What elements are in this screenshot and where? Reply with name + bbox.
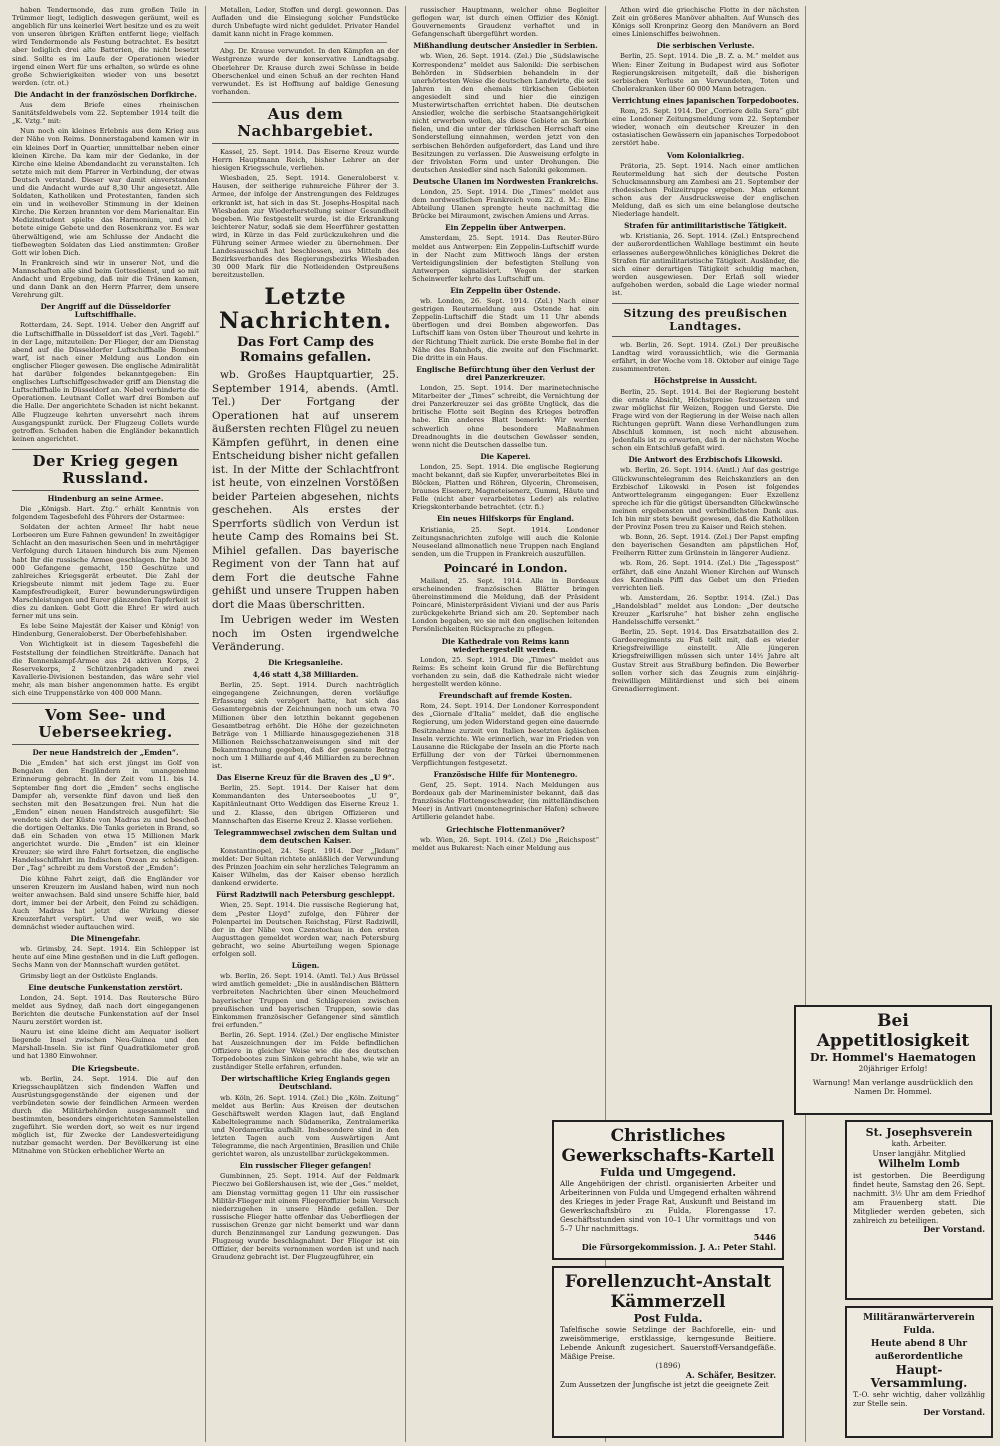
ad-line: Haupt-Versammlung. [870, 1363, 968, 1390]
article-text: Kristiania, 25. Sept. 1914. Londoner Zeitungsnachrichten zufolge will auch die Kolonie Neuseeland allmonatlich neue Truppen nach England senden, um die Truppen in Frankreich auszufüllen. [412, 525, 599, 558]
article-text: wb. Rom, 26. Sept. 1914. (Zel.) Die „Tagesspost“ erfährt, daß eine Anzahl Wiener Kirchen auf Wunsch des Kardinals Piffl das Gebet um den Frieden verrichten ließ. [612, 559, 799, 592]
article-text: Berlin, 25. Sept. 1914. Der Kaiser hat dem Kommandanten des Unterseebootes „U 9“, Kapitänleutnant Otto Weddigen das Eiserne Kreuz 1. und 2. Klasse, den übrigen Offizieren und Mannschaften das Eiserne Kreuz 2. Klasse verliehen. [212, 784, 399, 825]
article-text: Die „Emden“ hat sich erst jüngst im Golf von Bengalen den Engländern in unangenehme Erinnerung gebracht. In der Zeit vom 11. bis 14. September fing dort die „Emden“ sechs englische Dampfer ab, versenkte fünf davon und ließ den sechsten mit den Besatzungen frei. Nun hat die „Emden“ einen neuen Handstreich ausgeführt: Sie wendete sich der Küste von Madras zu und beschoß die dortigen Oeltanks. Die Tanks gerieten in Brand, so daß ein Schaden von etwa 15 Millionen Mark angerichtet wurde. Die „Emden“ ist ein kleiner Kreuzer; sie wird ihre Fahrt fortsetzen, die englische Handelsschiffahrt im Indischen Ozean zu schädigen. Der „Tag“ schreibt zu dem Vorstoß der „Emden“: [12, 759, 199, 873]
ad-text: T.-O. sehr wichtig, daher vollzählig zur Stelle sein. [853, 1390, 985, 1408]
article-text: London, 25. Sept. 1914. Die „Times“ meldet aus dem nordwestlichen Frankreich vom 22. d. M.: Eine Abteilung Ulanen sprengte heute nachmittag die Brücke bei Miraumont, zwischen Amiens und Arras. [412, 187, 599, 221]
ad-subtitle: kath. Arbeiter. [891, 1139, 947, 1148]
column-3-text [412, 6, 599, 1116]
article-text: wb. Bonn, 26. Sept. 1914. (Zel.) Der Papst empfing den bayerischen Gesandten am päpstlichen Hof, Freiherrn Ritter zum Grünstein in längerer Audienz. [612, 533, 799, 558]
article-text: wb. Berlin, 26. Sept. 1914. (Zel.) Der preußische Landtag wird voraussichtlich, wie die Germania erfährt, in der Woche vom 18. Oktober auf einige Tage zusammentreten. [612, 341, 799, 374]
ad-militaeranwaerterverein [845, 1306, 993, 1438]
article-subheading: 4,46 statt 4,38 Milliarden. [252, 670, 359, 680]
article-heading: Die Kriegsbeute. [71, 1063, 140, 1073]
article-text: London, 25. Sept. 1914. Der marinetechnische Mitarbeiter der „Times“ schreibt, die Vernichtung der drei Panzerkreuzer sei das größte Unglück, das die britische Flotte seit Beginn des Krieges betroffen habe. Ein anderes Blatt bemerkt: Wir werden schwerlich ohne besondere Maßnahmen Dreadnoughts in die deutschen Gewässer senden, wenn nicht die Deutschen dasselbe tun. [412, 384, 599, 449]
article-heading: Strafen für antimilitaristische Tätigkeit. [624, 221, 787, 231]
article-heading: Der neue Handstreich der „Emden“. [32, 748, 179, 758]
article-text: wb. Köln, 26. Sept. 1914. (Zel.) Die „Köln. Zeitung“ meldet aus Berlin: Aus Kreisen der deutschen Geschäftswelt werden Klagen laut, daß England Kabeltelegramme nach Südamerika, Zentralamerika und Nordamerika aufhält. Insbesondere sind in den letzten Tagen auch vom Auswärtigen Amt Telegramme, die nach Argentinien, Brasilien und Chile gerichtet waren, als unzustellbar zurückgekommen. [212, 1093, 399, 1159]
article-text: Konstantinopel, 24. Sept. 1914. Der „Jkdam“ meldet: Der Sultan richtete anläßlich der Verwundung des Prinzen Joachim ein sehr herzliches Telegramm an Kaiser Wilhelm, das der Kaiser ebenso herzlich dankend erwiderte. [212, 846, 399, 888]
section-heading: Sitzung des preußischen Landtages. [612, 303, 799, 337]
section-heading: Poincaré in London. [443, 561, 568, 575]
article-text: Mailand, 25. Sept. 1914. Alle in Bordeaux erscheinenden französischen Blätter bringen übereinstimmend die Meldung, daß der Präsident Poincaré, Ministerpräsident Viviani und der aus Paris zurückgekehrte Briand sich am 20. September nach London begaben, wo sie mit den englischen leitenden Persönlichkeiten Rücksprache zu pflegen. [412, 576, 599, 634]
article-text: russischer Hauptmann, welcher ohne Begleiter geflogen war, ist durch einen Offizier des Königl. Gouvernements Graudenz verhaftet und in Gefangenschaft übergeführt worden. [412, 6, 599, 39]
article-heading: Fürst Radziwill nach Petersburg geschleppt. [216, 890, 395, 900]
article-heading: Der wirtschaftliche Krieg Englands gegen Deutschland. [220, 1074, 391, 1092]
article-text: wb. Grimsby, 24. Sept. 1914. Ein Schlepper ist heute auf eine Mine gestoßen und in die Luft geflogen. Sechs Mann von der Mannschaft wurden getötet. [12, 945, 199, 970]
ad-title: Bei Appetitlosigkeit [816, 1011, 970, 1051]
ad-signature: Der Vorstand. [923, 1224, 985, 1234]
headline: Das Fort Camp des Romains gefallen. [237, 335, 374, 366]
article-text: wb. Berlin, 26. Sept. 1914. (Amtl. Tel.) Aus Brüssel wird amtlich gemeldet: „Die in ausländischen Blättern verbreiteten Nachrichten über einen Meuchelmord bayerischer Truppen und Schlägereien zwischen preußischen und bayerischen Truppen, sowie das Einkommen französischer Gefangener sind sämtlich frei erfunden.“ [212, 972, 399, 1029]
article-text: Nauru ist eine kleine dicht am Aequator isoliert liegende Insel zwischen Neu-Guinea und den Marshall-Inseln. Sie ist fünf Quadratkilometer groß und hat 1380 Einwohner. [12, 1028, 199, 1061]
article-text: Athen wird die griechische Flotte in der nächsten Zeit ein größeres Manöver abhalten. Auf Wunsch des Königs soll Kronprinz Georg den Manövern an Bord eines Linienschiffes beiwohnen. [612, 6, 799, 39]
section-heading-latest-news: Letzte Nachrichten. [219, 284, 392, 335]
article-heading: Ein russischer Flieger gefangen! [239, 1161, 372, 1171]
article-text: Wien, 25. Sept. 1914. Die russische Regierung hat, dem „Pester Lloyd“ zufolge, den Führer der Polenpartei im Deutschen Reichstag, Fürst Radziwill, der in der Nähe von Czenstochau in den ersten Augusttagen gemeldet worden war, nach Petersburg gebracht, wo seine Aburteilung wegen Spionage erfolgen soll. [212, 901, 399, 959]
article-heading: Ein neues Hilfskorps für England. [436, 514, 575, 524]
article-heading: Die Kaperei. [480, 451, 531, 461]
article-heading: Höchstpreise in Aussicht. [653, 376, 758, 386]
ad-gewerkschafts-kartell [552, 1120, 784, 1260]
article-heading: Die Kriegsanleihe. [268, 657, 343, 667]
article-heading: Die Antwort des Erzbischofs Likowski. [628, 455, 783, 465]
article-text: haben Tendermonde, das zum großen Teile in Trümmer liegt, lediglich deswegen geräumt, weil es angeblich für uns keinerlei Wert besitze und es zu weit von unseren übrigen Kräften entfernt liege; vielfach wird Tendermonde als Festung betrachtet. Es besitzt aber lediglich drei alte Batterien, die nicht besetzt sind. Sollte es im Laufe der Operationen wieder irgend einen Wert für uns erhalten, so würde es ohne große Schwierigkeiten wieder von uns besetzt werden. (ctr. ot.) [12, 6, 199, 87]
ad-text: ist gestorben. Die Beerdigung findet heute, Samstag den 26. Sept. nachmitt. 3½ Uhr am dem Friedhof am Frauenberg statt. Die Mitglieder werden gebeten, sich zahlreich zu beteiligen. [853, 1171, 985, 1225]
ad-line: Heute abend 8 Uhr [870, 1339, 968, 1349]
article-heading: Ein Zeppelin über Ostende. [450, 286, 561, 295]
ad-appetitlosigkeit [794, 1005, 992, 1115]
ad-title: St. Josephsverein [865, 1126, 973, 1139]
article-text: London, 25. Sept. 1914. Die „Times“ meldet aus Reims: Es scheint kein Grund für die Befürchtung vorhanden zu sein, daß die Kathedrale nicht wieder hergestellt werden könne. [412, 655, 599, 689]
article-text: Berlin, 25. Sept. 1914. Die „B. Z. a. M.“ meldet aus Wien: Einer Zeitung in Budapest wird aus Sofioter Regierungskreisen mitgeteilt, daß die bisherigen serbischen Verluste an Verwundeten, Toten und Cholerakranken über 60 000 Mann betragen. [612, 52, 799, 93]
divider [224, 42, 387, 43]
article-heading: Vom Kolonialkrieg. [666, 150, 745, 160]
ad-text: Tafelfische sowie Setzlinge der Bachforelle, ein- und zweisömmerige, erstklassige, kerngesunde Beitiere. Lebende Ankunft zugesichert. Sauerstoff-Versandgefäße. Mäßige Preise. [560, 1325, 776, 1361]
column-4-text [612, 6, 799, 1006]
article-text: wb. Wien, 26. Sept. 1914. (Zel.) Die „Reichspost“ meldet aus Bukarest: Nach einer Meldung aus [412, 835, 599, 852]
article-text: Genf, 25. Sept. 1914. Nach Meldungen aus Bordeaux gab der Marineminister bekannt, daß das französische Flottengeschwader, (im mittelländischen Meer) in Antivari (montenegrinischer Hafen) schwere Artillerie gelandet habe. [412, 781, 599, 822]
ad-josephsverein [845, 1120, 993, 1300]
article-heading: Die serbischen Verluste. [656, 41, 755, 51]
ad-warning: Warnung! Man verlange ausdrücklich den Namen Dr. Hommel. [812, 1077, 974, 1096]
article-text: Metallen, Leder, Stoffen und dergl. gewonnen. Das Aufladen und die Einsiegung solcher Fundstücke durch Unbefugte wird nicht geduldet. Privater Handel damit kann nicht in Frage kommen. [212, 6, 399, 39]
ad-line: außerordentliche [875, 1352, 963, 1362]
article-text: In Frankreich sind wir in unserer Not, und die Mannschaften alle sind beim Gottesdienst, und so mit Andacht und Ergebung, daß mir die Tränen kamen, und dann Dank an den Herrn Pfarrer, dem unsere Verehrung gilt. [12, 258, 199, 300]
ad-forellenzucht [552, 1266, 784, 1438]
article-text: Aus dem Briefe eines rheinischen Sanitätsfeldwebels vom 22. September 1914 teilt die „K. Vztg.“ mit: [12, 101, 199, 126]
article-heading: Lügen. [291, 961, 320, 971]
article-text: London, 25. Sept. 1914. Die englische Regierung macht bekannt, daß sie Kupfer, unverarbeitetes Blei in Blöcken, Platten und Röhren, Glycerin, Chromeisen, braunes Eisenerz, Magneteisenerz, Gummi, Häute und Felle (nicht aber verarbeitetes Leder) als relative Kriegskonterbande betrachtet. (ctr. fi.) [412, 462, 599, 512]
article-text: Berlin, 26. Sept. 1914. (Zel.) Der englische Minister hat Auszeichnungen der im Felde befindlichen Offiziere in gleicher Weise wie die des deutschen Torpedobootes zum Sinken gebracht habe, wie wir an zuständiger Stelle erfahren, erfunden. [212, 1030, 399, 1072]
article-text: Berlin, 25. Sept. 1914. Durch nachträglich eingegangene Zeichnungen, deren vorläufige Erfassung sich verzögert hatte, hat sich das Gesamtergebnis der Zeichnungen noch um etwa 70 Millionen über den letzthin bekannt gegebenen Gesamtbetrag erhöht. Die Höhe der gezeichneten Beträge von 1 Milliarde hinausgegeziehenen 318 Millionen Reichsschatzanweisungen sind mit der Bekanntmachung gegeben, daß der gesamte Betrag noch um 1 Milliarde auf 4,46 Milliarden zu berechnen ist. [212, 681, 399, 771]
article-heading: Englische Befürchtung über den Verlust der drei Panzerkreuzer. [416, 364, 595, 382]
section-heading: Der Krieg gegen Russland. [12, 449, 199, 491]
article-text: wb. Kristiania, 26. Sept. 1914. (Zel.) Entsprechend der außerordentlichen Wahllage bestimmt ein heute erlassenes außergewöhnliches königliches Dekret die Strafen für antimilitaristische Tätigkeit. Ausländer, die sich einer derartigen Tätigkeit schuldig machen, werden ausgewiesen. Der Erlaß soll wieder aufgehoben werden, sobald die Lage wieder normal ist. [612, 232, 799, 297]
column-5-empty [812, 6, 988, 1006]
article-heading: Hindenburg an seine Armee. [47, 493, 164, 503]
article-heading: Die Andacht in der französischen Dorfkirche. [14, 89, 197, 99]
article-text: wb. Wien, 26. Sept. 1914. (Zel.) Die „Südslawische Korrespondenz“ meldet aus Saloniki: Die serbischen Behörden in Südserbien behandeln in der unerhörtesten Weise die deutschen Landwirte, die seit Jahren in den ehemals türkischen Gebieten angesiedelt sind und hier die einzigen Musterwirtschaften errichtet haben. Die deutschen Ansiedler, welche die serbische Staatsangehörigkeit nicht erwerben wollen, als diese Gebiete an Serbien fielen, und die unter der türkischen Herrschaft eine Sonderstellung einnahmen, werden jetzt von den serbischen Behörden aufgefordert, das Land und ihre Besitzungen zu verlassen. Die Ausweisung erfolgte in der frivolsten Form und unter Drohungen. Die deutschen Ansiedler sind nach Saloniki gekommen. [412, 52, 599, 174]
article-heading: Die Kathedrale von Reims kann wiederhergestellt werden. [441, 636, 570, 654]
article-heading: Eine deutsche Funkenstation zerstört. [28, 982, 183, 992]
column-2 [206, 6, 406, 1442]
article-heading: Griechische Flottenmanöver? [446, 824, 565, 834]
ad-title: Christliches Gewerkschafts-Kartell [561, 1126, 775, 1166]
article-text: Es lebe Seine Majestät der Kaiser und König! von Hindenburg, Generaloberst. Der Oberbefehlshaber. [12, 622, 199, 639]
article-text: Abg. Dr. Krause verwundet. In den Kämpfen an der Westgrenze wurde der konservative Landtagsabg. Oberlehrer Dr. Krause durch zwei Schüsse in beide Oberschenkel und einen Schuß an der rechten Hand verwundet. Es ist Hoffnung auf baldige Genesung vorhanden. [212, 47, 399, 96]
article-text: wb. Berlin, 26. Sept. 1914. (Amtl.) Auf das gestrige Glückwunschtelegramm des Reichskanzlers an den Erzbischof Likowski in Posen ist folgendes Antworttelegramm eingegangen: Euer Exzellenz spreche ich für die gütigst übersandten Glückwünsche meinen ergebensten und verbindlichsten Dank aus. Ich bin mir stets bewußt gewesen, daß die Katholiken der Provinz Posen treu zu Kaiser und Reich stehen. [612, 466, 799, 532]
ad-text: Alle Angehörigen der christl. organisierten Arbeiter und Arbeiterinnen von Fulda und Umgegend erhalten während des Krieges in jeder Frage Rat, Auskunft und Beistand im Gewerkschaftsbüro zu Fulda, Florengasse 17. Geschäftsstunden sind von 10–1 Uhr vormittags und von 5–7 Uhr nachmittags. [560, 1179, 776, 1233]
article-text: Rom, 25. Sept. 1914. Der „Corriere della Sera“ gibt eine Londoner Zeitungsmeldung vom 22. September wieder, wonach ein deutscher Kreuzer in den ostasiatischen Gewässern ein japanisches Torpedoboot zerstört habe. [612, 107, 799, 148]
article-text: Wiesbaden, 25. Sept. 1914. Generaloberst v. Hausen, der seitherige ruhmreiche Führer der 3. Armee, der infolge der Anstrengungen des Feldzuges erkrankt ist, hat sich in das St. Josephs-Hospital nach Wiesbaden zur Wiederherstellung seiner Gesundheit begeben. Wie festgestellt wurde, ist die Erkrankung leichterer Natur, sodaß sie dem Heerführer gestatten wird, in Kürze in das Feld zurückzukehren und die Führung seiner Armee wieder zu übernehmen. Der Landesausschuß hat beschlossen, aus Mitteln des Bezirksverbandes des Regierungsbezirks Wiesbaden 30 000 Mark für die Notleidenden Ostpreußens bereitzustellen. [212, 174, 399, 280]
article-heading: Die Minengefahr. [70, 934, 141, 944]
article-text: Berlin, 25. Sept. 1914. Bei der Regierung besteht die ernste Absicht, Höchstpreise festzusetzen und zwar möglichst für Weizen, Roggen und Gerste. Die Frage wird von der Regierung in der Weise nach allen Richtungen geprüft. Wann diese Verhandlungen zum Abschluß kommen, ist noch nicht abzusehen. Jedenfalls ist zu erwarten, daß in der nächsten Woche schon ein Entschluß gefaßt wird. [612, 387, 799, 453]
article-text: Kassel, 25. Sept. 1914. Das Eiserne Kreuz wurde Herrn Hauptmann Reich, bisher Lehrer an der hiesigen Kriegsschule, verliehen. [212, 147, 399, 173]
ad-name: Wilhelm Lomb [878, 1159, 960, 1170]
article-text: Rom, 24. Sept. 1914. Der Londoner Korrespondent des „Giornale d'Italia“ meldet, daß die englische Regierung, um jeden Widerstand gegen eine dauernde Besitznahme zurzeit von Italien besetzten ägäischen Inseln verzichte. Wie erinnerlich, war im Frieden von Lausanne die Rückgabe der Inseln an die Pforte nach Erfüllung der von der Türkei übernommenen Verpflichtungen festgesetzt. [412, 702, 599, 767]
ad-title: Forellenzucht-Anstalt Kämmerzell [564, 1272, 772, 1312]
article-text: Grimsby liegt an der Ostküste Englands. [20, 971, 158, 980]
article-text: Rotterdam, 24. Sept. 1914. Ueber den Angriff auf die Luftschiffhalle in Düsseldorf ist das „Verl. Tagebl.“ in der Lage, mitzuteilen: Der Flieger, der am Dienstag abend auf die Düsseldorfer Luftschiffhalle Bomben warf, ist nach einer Meldung aus London ein englischer Flieger gewesen. Die englische Admiralität hat darüber folgendes bekanntgegeben: Ein englisches Luftschiffgeschwader griff am Dienstag die Luftschiffhalle in Düsseldorf an. Nebel verhinderte die Operationen. Leutnant Collet warf drei Bomben auf die Halle. Der angerichtete Schaden ist nicht bekannt. Alle Flugzeuge kehrten unversehrt nach ihrem Ausgangspunkt zurück. Der Flugzeug Collets wurde getroffen. Schaden haben die Engländer bekanntlich keinen angerichtet. [12, 321, 199, 443]
lead-article: Im Uebrigen weder im Westen noch im Osten irgendwelche Veränderung. [212, 614, 399, 654]
article-text: Gumbinnen, 25. Sept. 1914. Auf der Feldmark Pieczwo bei Goßlershausen ist, wie der „Ges.“ meldet, am Dienstag vormittag gegen 11 Uhr ein russischer Militär-Flieger mit einem Fliegeroffizier beim Versuch niederzugehen in unsere Hände gefallen. Der russische Flieger hatte offenbar das Ueberfliegen der russischen Grenze gar nicht bemerkt und war dann durch Benzinmangel zur Landung gezwungen. Das Flugzeug wurde beschlagnahmt. Der Flieger ist ein Offizier, der bereits vernommen worden ist und nach Graudenz gebracht ist. Der Flugzeugführer, ein [212, 1172, 399, 1262]
article-text: Berlin, 25. Sept. 1914. Das Ersatzbataillon des 2. Gardeeregiments zu Fuß teilt mit, daß es wieder Kriegsfreiwillige einstellt. Alle jüngeren Kriegsfreiwilligen müssen sich unter 14½ Jahre alt Gustav Streit aus Straßburg befinden. Die Bewerber sollen vorher sich das Zeugnis zum einjährig-freiwilligen Militärdienst und sich bei einem Grenadierregiment. [612, 628, 799, 693]
article-heading: Freundschaft auf fremde Kosten. [438, 691, 573, 701]
article-heading: Französische Hilfe für Montenegro. [433, 769, 578, 779]
article-heading: Telegrammwechsel zwischen dem Sultan und dem deutschen Kaiser. [214, 827, 397, 845]
ad-subtitle: Fulda und Umgegend. [599, 1166, 737, 1179]
ad-number: (1896) [655, 1361, 681, 1370]
ad-footer: Zum Aussetzen der Jungfische ist jetzt die geeignete Zeit [560, 1380, 769, 1389]
ad-signature: Die Fürsorgekommission. J. A.: Peter Stahl. [581, 1241, 776, 1252]
article-heading: Der Angriff auf die Düsseldorfer Luftschiffhalle. [40, 302, 171, 320]
ad-text: Unser langjähr. Mitglied [872, 1148, 966, 1158]
article-text: Die „Königsb. Hart. Ztg.“ erhält Kenntnis von folgendem Tagesbefehl des Führers der Ostarmee: [12, 504, 199, 522]
article-text: Nun noch ein kleines Erlebnis aus dem Krieg aus der Nähe von Reims. Donnerstagabend kamen wir in ein kleines Dorf in Quartier, unmittelbar neben einer kleinen Kirche. Da kam mir der Gedanke, in der Kirche eine kleine Abendandacht zu veranstalten. Ich setzte mich mit dem Pfarrer in Verbindung, der etwas Deutsch verstand. Dieser war damit einverstanden und die Andacht wurde auf 8,30 Uhr angesetzt. Alle Soldaten, Katholiken und Protestanten, fanden sich ein und in weihevoller Stimmung in der kleinen Kirche. Die Kerzen brannten vor dem Marienaltar. Ein Medizinstudent spielte das Harmonium, und ich betete einige Gebete und den Rosenkranz vor. Es war überwältigend, wie am Schlusse der Andacht die tiefbewegten Soldaten das Lied anstimmten: Großer Gott wir loben Dich. [12, 127, 199, 257]
article-heading: Deutsche Ulanen im Nordwesten Frankreichs. [412, 176, 599, 186]
article-text: Die kühne Fahrt zeigt, daß die Engländer vor unseren Kreuzern im Ausland haben, wird nun noch weiter anwachsen. Bald sind unsere Schiffe hier, bald dort, immer bei der Arbeit, den Feind zu schädigen. Auch Madras hat jetzt die Wirkung dieser Kreuzerfahrt verspürt. Und wer weiß, wo sie demnächst wieder auftauchen wird. [12, 874, 199, 932]
ad-product: Dr. Hommel's Haematogen [810, 1051, 976, 1064]
column-1 [6, 6, 206, 1442]
article-text: Amsterdam, 25. Sept. 1914. Das Reuter-Büro meldet aus Antwerpen: Ein Zeppelin-Luftschiff wurde in der Nacht zum Mittwoch längs der ersten Verteidigungslinien der befestigten Stellung von Antwerpen signalisiert. Wegen der starken Scheinwerfer kehrte das Luftschiff um. [412, 234, 599, 283]
ad-subtitle: Post Fulda. [633, 1312, 703, 1325]
article-text: Prätoria, 25. Sept. 1914. Nach einer amtlichen Reutermeldung hat sich der deutsche Posten Schuckmannsburg am Zambesi am 21. September der rhodesischen Polizeitruppe ergeben. Man erkennt schon aus der Ausdrucksweise der englischen Meldung, daß es sich um eine belanglose deutsche Niederlage handelt. [612, 161, 799, 219]
ad-title: Militäranwärterverein Fulda. [863, 1313, 975, 1336]
article-heading: Verrichtung eines japanischen Torpedobootes. [612, 95, 799, 105]
article-text: Von Wichtigkeit ist in diesem Tagesbefehl die Feststellung der feindlichen Streitkräfte. Danach hat die Rennenkampf-Armee aus 24 aktiven Korps, 2 Reservekorps, 2 Schützenbrigaden und zwei Kavallerie-Divisionen bestanden, das wäre sehr viel mehr, als man bisher angenommen hatte. Es ergibt sich eine Truppenstärke von 400 000 Mann. [12, 640, 199, 698]
article-heading: Ein Zeppelin über Antwerpen. [445, 223, 566, 233]
lead-article: wb. Großes Hauptquartier, 25. September 1914, abends. (Amtl. Tel.) Der Fortgang der Operationen hat auf unserem äußersten rechten Flügel zu neuen Kämpfen geführt, in denen eine Entscheidung bisher nicht gefallen ist. In der Mitte der Schlachtfront ist heute, von einzelnen Vorstößen beider Parteien abgesehen, nichts geschehen. Als erstes der Sperrforts südlich von Verdun ist heute Camp des Romains bei St. Mihiel gefallen. Das bayerische Regiment von der Tann hat auf dem Fort die deutsche Fahne gehißt und unsere Truppen haben dort die Maas überschritten. [212, 369, 399, 611]
article-text: wb. Berlin, 24. Sept. 1914. Die auf den Kriegsschauplätzen sich findenden Waffen und Ausrüstungsgegenstände der eigenen und der verbündeten sowie der feindlichen Armeen werden durch die Militärbehörden ausgesammelt und bestimmten, besonders eingerichteten Sammelstellen zugeführt. Sie werden dort, so weit es nur irgend möglich ist, für Zwecke der Landesverteidigung nutzbar gemacht werden. Der Bevölkerung ist eine Mitnahme von Stücken erheblicher Werte an [12, 1074, 199, 1156]
ad-signature: A. Schäfer, Besitzer. [685, 1369, 776, 1380]
article-text: wb. Amsterdam, 26. Septbr. 1914. (Zel.) Das „Handelsblad“ meldet aus London: „Der deutsche Kreuzer „Karlsruhe“ hat bisher zehn englische Handelsschiffe versenkt.“ [612, 593, 799, 627]
article-text: wb. London, 26. Sept. 1914. (Zel.) Nach einer gestrigen Reutermeldung aus Ostende hat ein Zeppelin-Luftschiff die Stadt um 11 Uhr abends überflogen und drei Bomben abgeworfen. Das Luftschiff kam von Osten über Thourout und kehrte in der Richtung Thielt zurück. Die erste Bombe fiel in der Nähe des Bahnhofs, die zweite auf den Fischmarkt. Die dritte in ein Haus. [412, 297, 599, 362]
ad-subtitle: 20jähriger Erfolg! [858, 1064, 928, 1073]
ad-number: 5446 [753, 1232, 776, 1242]
article-heading: Das Eiserne Kreuz für die Braven des „U 9“. [216, 773, 395, 783]
article-text: London, 24. Sept. 1914. Das Reutersche Büro meldet aus Sydney, daß nach dort eingegangenen Berichten die deutsche Funkenstation auf der Insel Nauru zerstört worden ist. [12, 993, 199, 1027]
section-heading: Aus dem Nachbargebiet. [212, 102, 399, 144]
ad-signature: Der Vorstand. [923, 1407, 985, 1417]
article-text: Soldaten der achten Armee! Ihr habt neue Lorbeeren um Eure Fahnen gewunden! In zweitägiger Schlacht an den masurischen Seen und in mehrtägiger Verfolgung durch Litauen hindurch bis zum Njemen habt Ihr die russische Armee geschlagen. Ihr habt 30 000 Gefangene gemacht, 150 Geschütze und zahlreiches Kriegsgerät erbeutet. Die Zahl der Kriegsbeute nimmt mit jedem Tage zu. Euer Kampfesfreudigkeit, Eurer bewunderungswürdigen Marschleistungen und Eurer glänzenden Tapferkeit ist dies zu danken. Gebt Gott die Ehre! Er wird auch ferner mit uns sein. [12, 523, 199, 621]
section-heading: Vom See- und Ueberseekrieg. [12, 703, 199, 745]
article-heading: Mißhandlung deutscher Ansiedler in Serbien. [413, 41, 598, 51]
